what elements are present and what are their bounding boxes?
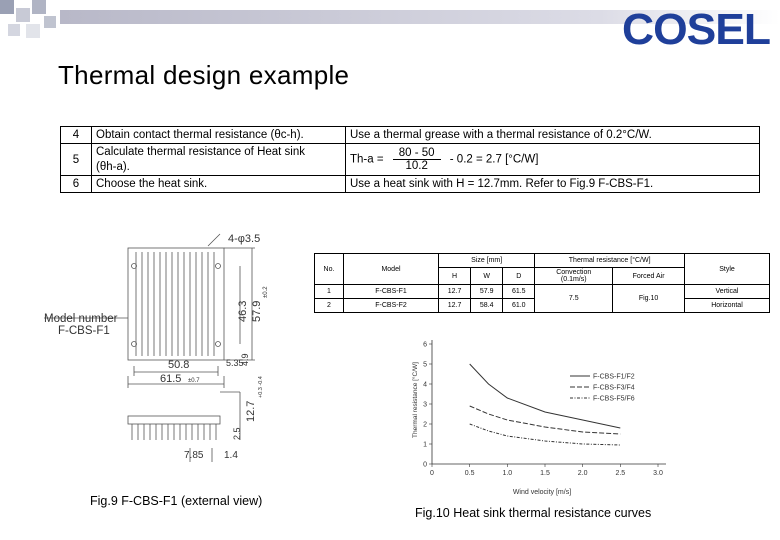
y-tick-label: 3 — [423, 401, 427, 409]
spec-no: 2 — [315, 299, 344, 313]
formula-fraction — [393, 147, 441, 172]
col-model-header: Model — [344, 254, 439, 285]
y-tick-label: 1 — [423, 441, 427, 449]
y-tick-label: 4 — [423, 381, 427, 389]
x-tick-label: 0.5 — [464, 470, 475, 477]
dim-thickness: 12.7 — [245, 400, 257, 422]
side-view-base — [128, 416, 220, 424]
col-d-header: D — [503, 268, 535, 285]
formula-numerator: 80 - 50 — [393, 147, 441, 160]
chart-legend — [570, 374, 635, 403]
dim-width-outer: 61.5 — [160, 373, 182, 385]
side-view-fins — [132, 424, 216, 440]
dim-fin-height: 2.5 — [232, 427, 242, 440]
col-forced-header: Forced Air — [613, 268, 685, 285]
step-description — [92, 144, 346, 176]
spec-h: 12.7 — [439, 299, 471, 313]
spec-style: Horizontal — [685, 299, 770, 313]
col-style-header: Style — [685, 254, 770, 285]
fin-lines — [136, 252, 214, 356]
convection-label: Convection — [556, 269, 592, 276]
step-number: 5 — [61, 144, 92, 176]
legend-label: F-CBS-F1/F2 — [593, 373, 635, 381]
spec-header-row — [315, 254, 770, 268]
spec-row — [315, 285, 770, 299]
figure-9-caption: Fig.9 F-CBS-F1 (external view) — [90, 494, 263, 508]
step-description-line: (θh-a). — [96, 161, 130, 173]
dim-thickness-tolerance: +0.3 -0.4 — [258, 376, 264, 398]
step-row — [61, 144, 760, 176]
col-thermal-header: Thermal resistance [°C/W] — [535, 254, 685, 268]
spec-no: 1 — [315, 285, 344, 299]
dim-7-85: 7.85 — [184, 450, 204, 461]
dim-height-inner: 46.3 — [237, 300, 249, 322]
spec-forced: Fig.10 — [613, 285, 685, 313]
x-tick-label: 2.5 — [615, 470, 626, 477]
series-line — [470, 406, 621, 434]
dim-height-tolerance: ±0.2 — [263, 286, 269, 298]
x-tick-label: 1.5 — [540, 470, 550, 477]
spec-h: 12.7 — [439, 285, 471, 299]
x-tick-label: 0 — [430, 470, 434, 477]
step-description-line: Calculate thermal resistance of Heat sink — [96, 146, 306, 158]
dim-1-4: 1.4 — [224, 450, 238, 461]
design-steps-table — [60, 126, 760, 193]
model-number-label: Model number — [44, 313, 118, 325]
x-tick-label: 1.0 — [502, 470, 513, 477]
step-description: Obtain contact thermal resistance (θc-h). — [92, 127, 346, 144]
dim-width-inner: 50.8 — [168, 359, 190, 371]
hole-spec-label: 4-φ3.5 — [228, 233, 261, 245]
step-row — [61, 176, 760, 193]
spec-style: Vertical — [685, 285, 770, 299]
legend-label: F-CBS-F5/F6 — [593, 395, 635, 403]
formula-rhs: - 0.2 = 2.7 [°C/W] — [449, 153, 539, 166]
chart-x-axis-label: Wind velocity [m/s] — [512, 489, 572, 496]
slide-title: Thermal design example — [58, 60, 350, 90]
spec-w: 57.9 — [471, 285, 503, 299]
figure-10-caption: Fig.10 Heat sink thermal resistance curves — [415, 506, 652, 520]
heat-sink-drawing — [40, 226, 280, 476]
formula-lhs: Th-a = — [350, 153, 384, 166]
y-tick-label: 5 — [423, 361, 427, 369]
convection-sub-label: (0.1m/s) — [560, 276, 587, 283]
legend-label: F-CBS-F3/F4 — [593, 384, 635, 392]
col-w-header: W — [471, 268, 503, 285]
y-tick-label: 0 — [423, 461, 427, 469]
step-description: Choose the heat sink. — [92, 176, 346, 193]
spec-model: F-CBS-F2 — [344, 299, 439, 313]
logo-text: COSEL — [622, 6, 771, 50]
step-action: Use a thermal grease with a thermal resistance of 0.2°C/W. — [346, 127, 760, 144]
spec-d: 61.0 — [503, 299, 535, 313]
step-number: 6 — [61, 176, 92, 193]
step-action: Use a heat sink with H = 12.7mm. Refer to Fig.9 F-CBS-F1. — [346, 176, 760, 193]
formula-denominator: 10.2 — [405, 160, 428, 172]
dim-width-outer-tolerance: ±0.7 — [188, 378, 200, 384]
y-tick-label: 2 — [423, 421, 427, 429]
col-no-header: No. — [315, 254, 344, 285]
spec-d: 61.5 — [503, 285, 535, 299]
x-tick-label: 2.0 — [577, 470, 588, 477]
y-tick-label: 6 — [423, 341, 427, 349]
step-formula — [346, 144, 760, 176]
col-h-header: H — [439, 268, 471, 285]
cosel-logo — [622, 6, 772, 50]
dim-4-9: 4.9 — [240, 353, 250, 366]
dim-height-outer: 57.9 — [251, 300, 263, 322]
chart-ticks — [423, 340, 666, 477]
step-row — [61, 127, 760, 144]
col-convection-header — [535, 268, 613, 285]
chart-y-axis-label: Thermal resistance [°C/W] — [412, 362, 419, 438]
step-number: 4 — [61, 127, 92, 144]
col-size-header: Size [mm] — [439, 254, 535, 268]
heat-sink-spec-table — [314, 253, 770, 313]
dim-5-35: 5.35 — [226, 358, 244, 368]
spec-w: 58.4 — [471, 299, 503, 313]
x-tick-label: 3.0 — [653, 470, 663, 477]
model-number-value: F-CBS-F1 — [58, 325, 110, 337]
thermal-resistance-chart — [400, 332, 700, 498]
spec-convection: 7.5 — [535, 285, 613, 313]
spec-model: F-CBS-F1 — [344, 285, 439, 299]
